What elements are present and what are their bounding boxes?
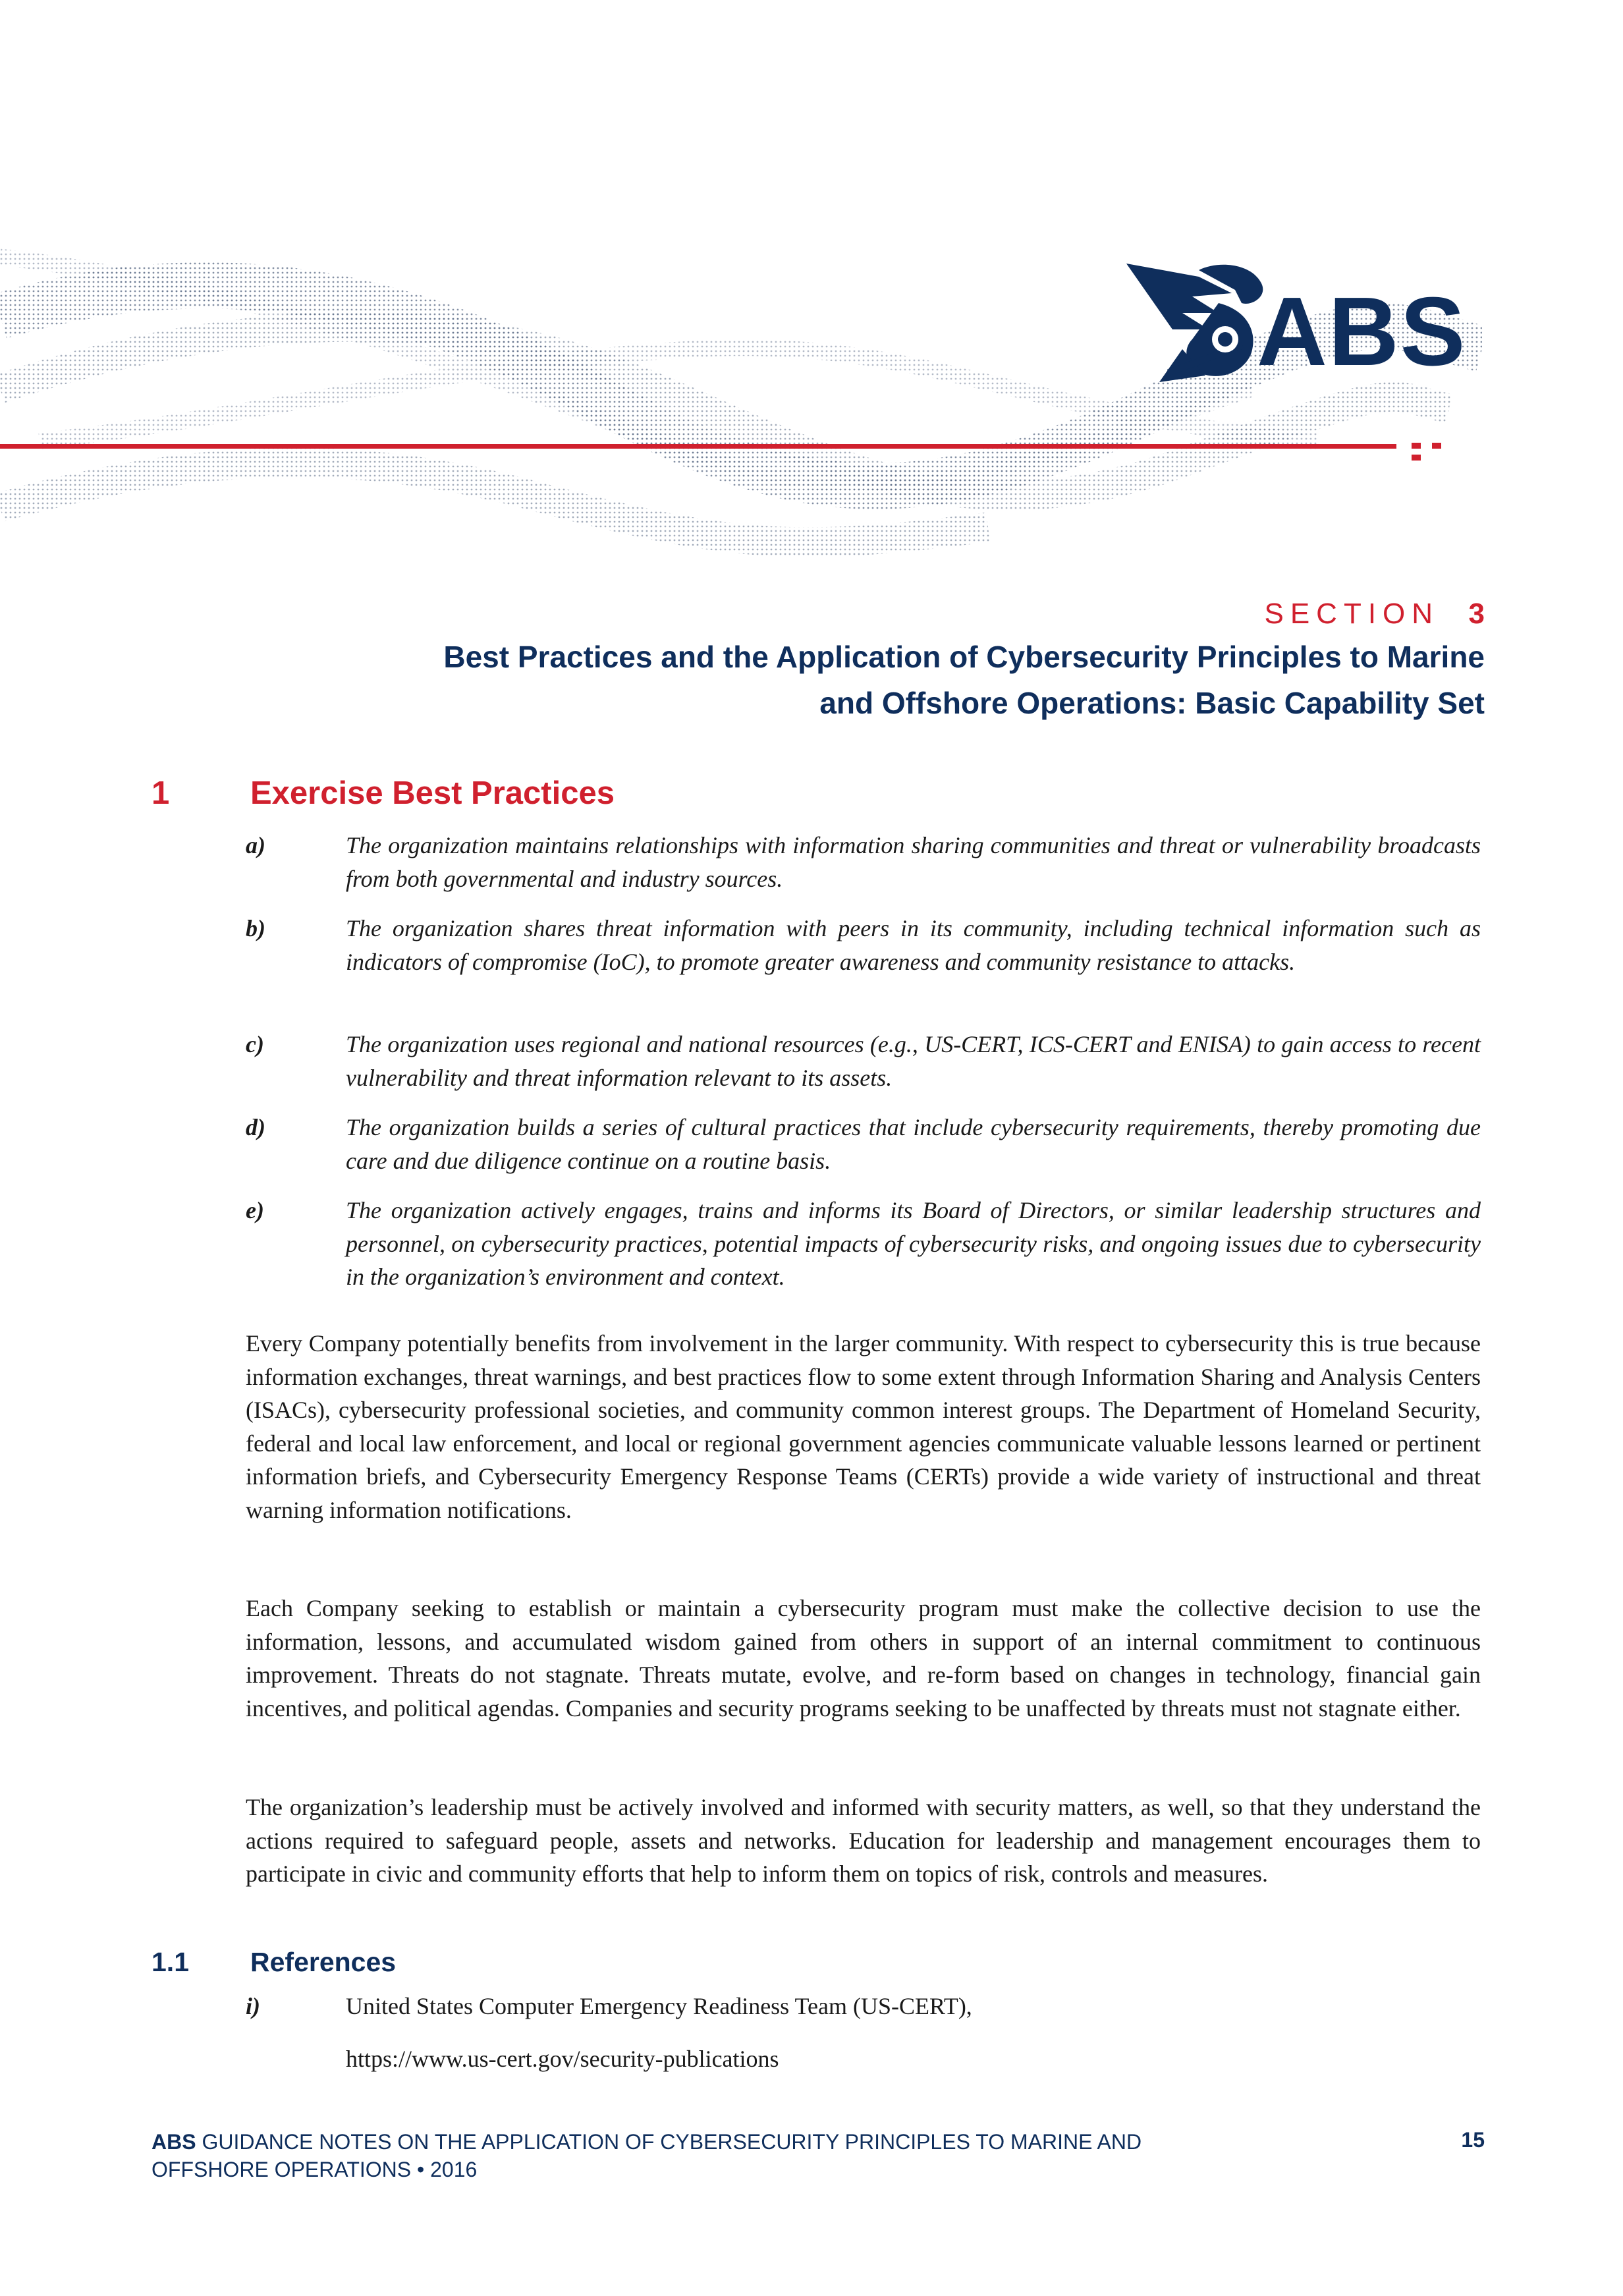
header-red-dashes (1412, 441, 1464, 451)
heading-exercise-best-practices (151, 777, 615, 810)
footer-line-1: ABS GUIDANCE NOTES ON THE APPLICATION OF CYBERSECURITY PRINCIPLES TO MARINE AND (151, 2130, 1142, 2154)
section-title-line-1: Best Practices and the Application of Cybersecurity Principles to Marine (443, 640, 1485, 674)
list-marker: e) (246, 1197, 264, 1223)
reference-item (246, 1990, 1481, 2023)
paragraph: Each Company seeking to establish or maintain a cybersecurity program must make the collective decision to use the information, lessons, and accumulated wisdom gained from others in support of an internal commitment to continuous improvement. Threats do not stagnate. Threats mutate, evolve, and re-form based on changes in technology, financial gain incentives, and political agendas. Companies and security programs seeking to be unaffected by threats must not stagnate either. (246, 1595, 1481, 1722)
heading-number: 1.1 (151, 1947, 189, 1977)
list-item (246, 1028, 1481, 1094)
reference-url[interactable] (246, 2042, 1481, 2076)
page-footer (151, 2128, 1350, 2183)
list-item-text: The organization maintains relationships with information sharing communities and threat or vulnerability broadcasts from both governmental and industry sources. (346, 832, 1481, 892)
heading-references (151, 1949, 396, 1976)
section-label: SECTION 3 (1264, 598, 1485, 630)
list-item (246, 1194, 1481, 1294)
section-number: 3 (1468, 598, 1485, 630)
list-marker: a) (246, 832, 265, 858)
list-item-text: The organization builds a series of cultural practices that include cybersecurity requirements, thereby promoting due care and due diligence continue on a routine basis. (346, 1114, 1481, 1174)
footer-line-2: OFFSHORE OPERATIONS • 2016 (151, 2158, 478, 2181)
reference-link[interactable]: https://www.us-cert.gov/security-publications (346, 2046, 779, 2072)
heading-number: 1 (151, 775, 170, 811)
paragraph: Every Company potentially benefits from involvement in the larger community. With respect to cybersecurity this is true because information exchanges, threat warnings, and best practices flow to some extent through Information Sharing and Analysis Centers (ISACs), cybersecurity professional societies, and community common interest groups. The Department of Homeland Security, federal and local law enforcement, and local or regional government agencies communicate valuable lessons learned or pertinent information briefs, and Cybersecurity Emergency Response Teams (CERTs) provide a wide variety of instructional and threat warning information notifications. (246, 1330, 1481, 1523)
section-title (167, 634, 1485, 726)
section-title-line-2: and Offshore Operations: Basic Capability Set (819, 686, 1485, 720)
abs-logo-wordmark: ABS (1257, 277, 1467, 386)
header-red-rule (0, 444, 1396, 449)
list-item (246, 1111, 1481, 1177)
list-item (246, 829, 1481, 895)
list-item (246, 912, 1481, 978)
list-marker: d) (246, 1114, 265, 1140)
footer-brand: ABS (151, 2130, 196, 2154)
reference-text: United States Computer Emergency Readiness Team (US-CERT), (346, 1993, 972, 2019)
list-marker: b) (246, 915, 265, 941)
heading-title: References (250, 1947, 397, 1977)
heading-title: Exercise Best Practices (250, 775, 615, 811)
list-item-text: The organization shares threat information with peers in its community, including technical information such as indicators of compromise (IoC), to promote greater awareness and community resistance to attacks. (346, 915, 1481, 975)
list-item-text: The organization actively engages, trains and informs its Board of Directors, or similar leadership structures and personnel, on cybersecurity practices, potential impacts of cybersecurity risks, and ongoing issues due to cybersecurity in the organization’s environment and context. (346, 1197, 1481, 1290)
page-number: 15 (1461, 2128, 1485, 2152)
list-marker: c) (246, 1031, 264, 1057)
reference-marker: i) (246, 1993, 260, 2019)
list-item-text: The organization uses regional and national resources (e.g., US-CERT, ICS-CERT and ENISA) to gain access to recent vulnerability and threat information relevant to its assets. (346, 1031, 1481, 1091)
paragraph: The organization’s leadership must be actively involved and informed with security matters, as well, so that they understand the actions required to safeguard people, assets and networks. Education for leadership and management encourages them to participate in civic and community efforts that help to inform them on topics of risk, controls and measures. (246, 1794, 1481, 1887)
